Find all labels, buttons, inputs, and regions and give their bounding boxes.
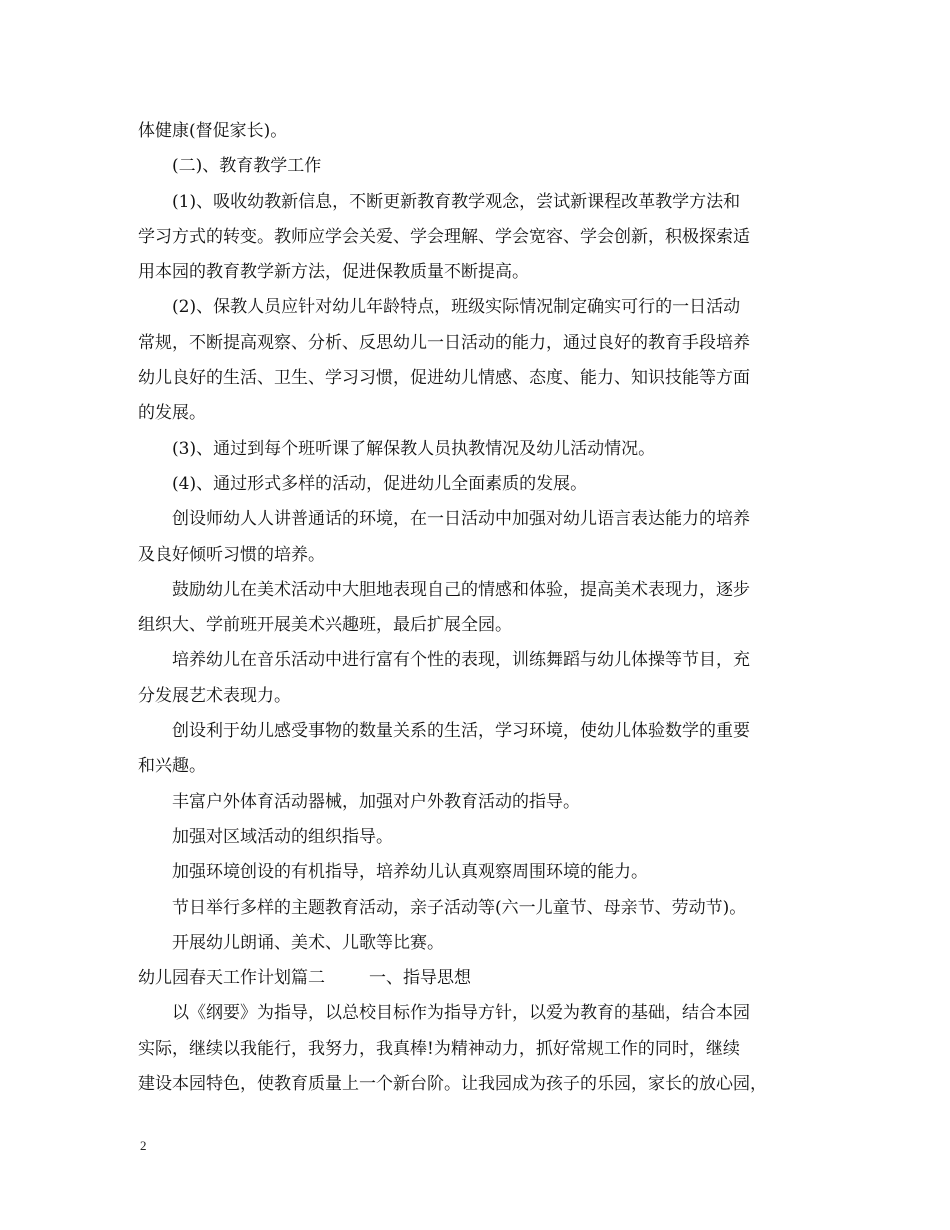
text-line: (3)、通过到每个班听课了解保教人员执教情况及幼儿活动情况。 bbox=[172, 438, 656, 459]
text-line: 的发展。 bbox=[138, 403, 206, 424]
text-line: (4)、通过形式多样的活动，促进幼儿全面素质的发展。 bbox=[172, 473, 588, 494]
text-line: 分发展艺术表现力。 bbox=[138, 685, 291, 706]
text-line: 常规，不断提高观察、分析、反思幼儿一日活动的能力，通过良好的教育手段培养 bbox=[138, 332, 750, 353]
article-title: 幼儿园春天工作计划篇二 bbox=[138, 968, 325, 989]
text-line: (1)、吸收幼教新信息，不断更新教育教学观念，尝试新课程改革教学方法和 bbox=[172, 191, 741, 212]
text-line: 用本园的教育教学新方法，促进保教质量不断提高。 bbox=[138, 262, 529, 283]
text-line: 鼓励幼儿在美术活动中大胆地表现自己的情感和体验，提高美术表现力，逐步 bbox=[172, 579, 750, 600]
text-line: 创设利于幼儿感受事物的数量关系的生活，学习环境，使幼儿体验数学的重要 bbox=[172, 721, 750, 742]
text-line: 建设本园特色，使教育质量上一个新台阶。让我园成为孩子的乐园，家长的放心园， bbox=[138, 1074, 767, 1095]
text-line: 加强对区域活动的组织指导。 bbox=[172, 826, 393, 847]
section-heading: (二)、教育教学工作 bbox=[172, 156, 322, 177]
text-line: 体健康(督促家长)。 bbox=[138, 121, 288, 141]
text-line: 创设师幼人人讲普通话的环境，在一日活动中加强对幼儿语言表达能力的培养 bbox=[172, 509, 750, 530]
page-number: 2 bbox=[140, 1138, 147, 1153]
text-line: 实际，继续以我能行，我努力，我真棒!为精神动力，抓好常规工作的同时，继续 bbox=[138, 1038, 740, 1059]
text-line: 和兴趣。 bbox=[138, 756, 206, 777]
text-line: 及良好倾听习惯的培养。 bbox=[138, 544, 325, 565]
text-line: 开展幼儿朗诵、美术、儿歌等比赛。 bbox=[172, 932, 444, 953]
section-heading: 一、指导思想 bbox=[369, 968, 471, 989]
text-line: (2)、保教人员应针对幼儿年龄特点，班级实际情况制定确实可行的一日活动 bbox=[172, 297, 741, 318]
text-line: 组织大、学前班开展美术兴趣班，最后扩展全园。 bbox=[138, 615, 512, 636]
text-line: 节日举行多样的主题教育活动，亲子活动等(六一儿童节、母亲节、劳动节)。 bbox=[172, 897, 747, 918]
text-line: 学习方式的转变。教师应学会关爱、学会理解、学会宽容、学会创新，积极探索适 bbox=[138, 226, 750, 247]
text-line: 以《纲要》为指导，以总校目标作为指导方针，以爱为教育的基础，结合本园 bbox=[172, 1003, 750, 1024]
document-body bbox=[138, 114, 828, 1102]
text-line: 加强环境创设的有机指导，培养幼儿认真观察周围环境的能力。 bbox=[172, 862, 648, 883]
text-line: 丰富户外体育活动器械，加强对户外教育活动的指导。 bbox=[172, 791, 580, 812]
text-line: 培养幼儿在音乐活动中进行富有个性的表现，训练舞蹈与幼儿体操等节目，充 bbox=[172, 650, 750, 671]
text-line: 幼儿良好的生活、卫生、学习习惯，促进幼儿情感、态度、能力、知识技能等方面 bbox=[138, 368, 750, 389]
section-heading-line bbox=[138, 961, 828, 996]
